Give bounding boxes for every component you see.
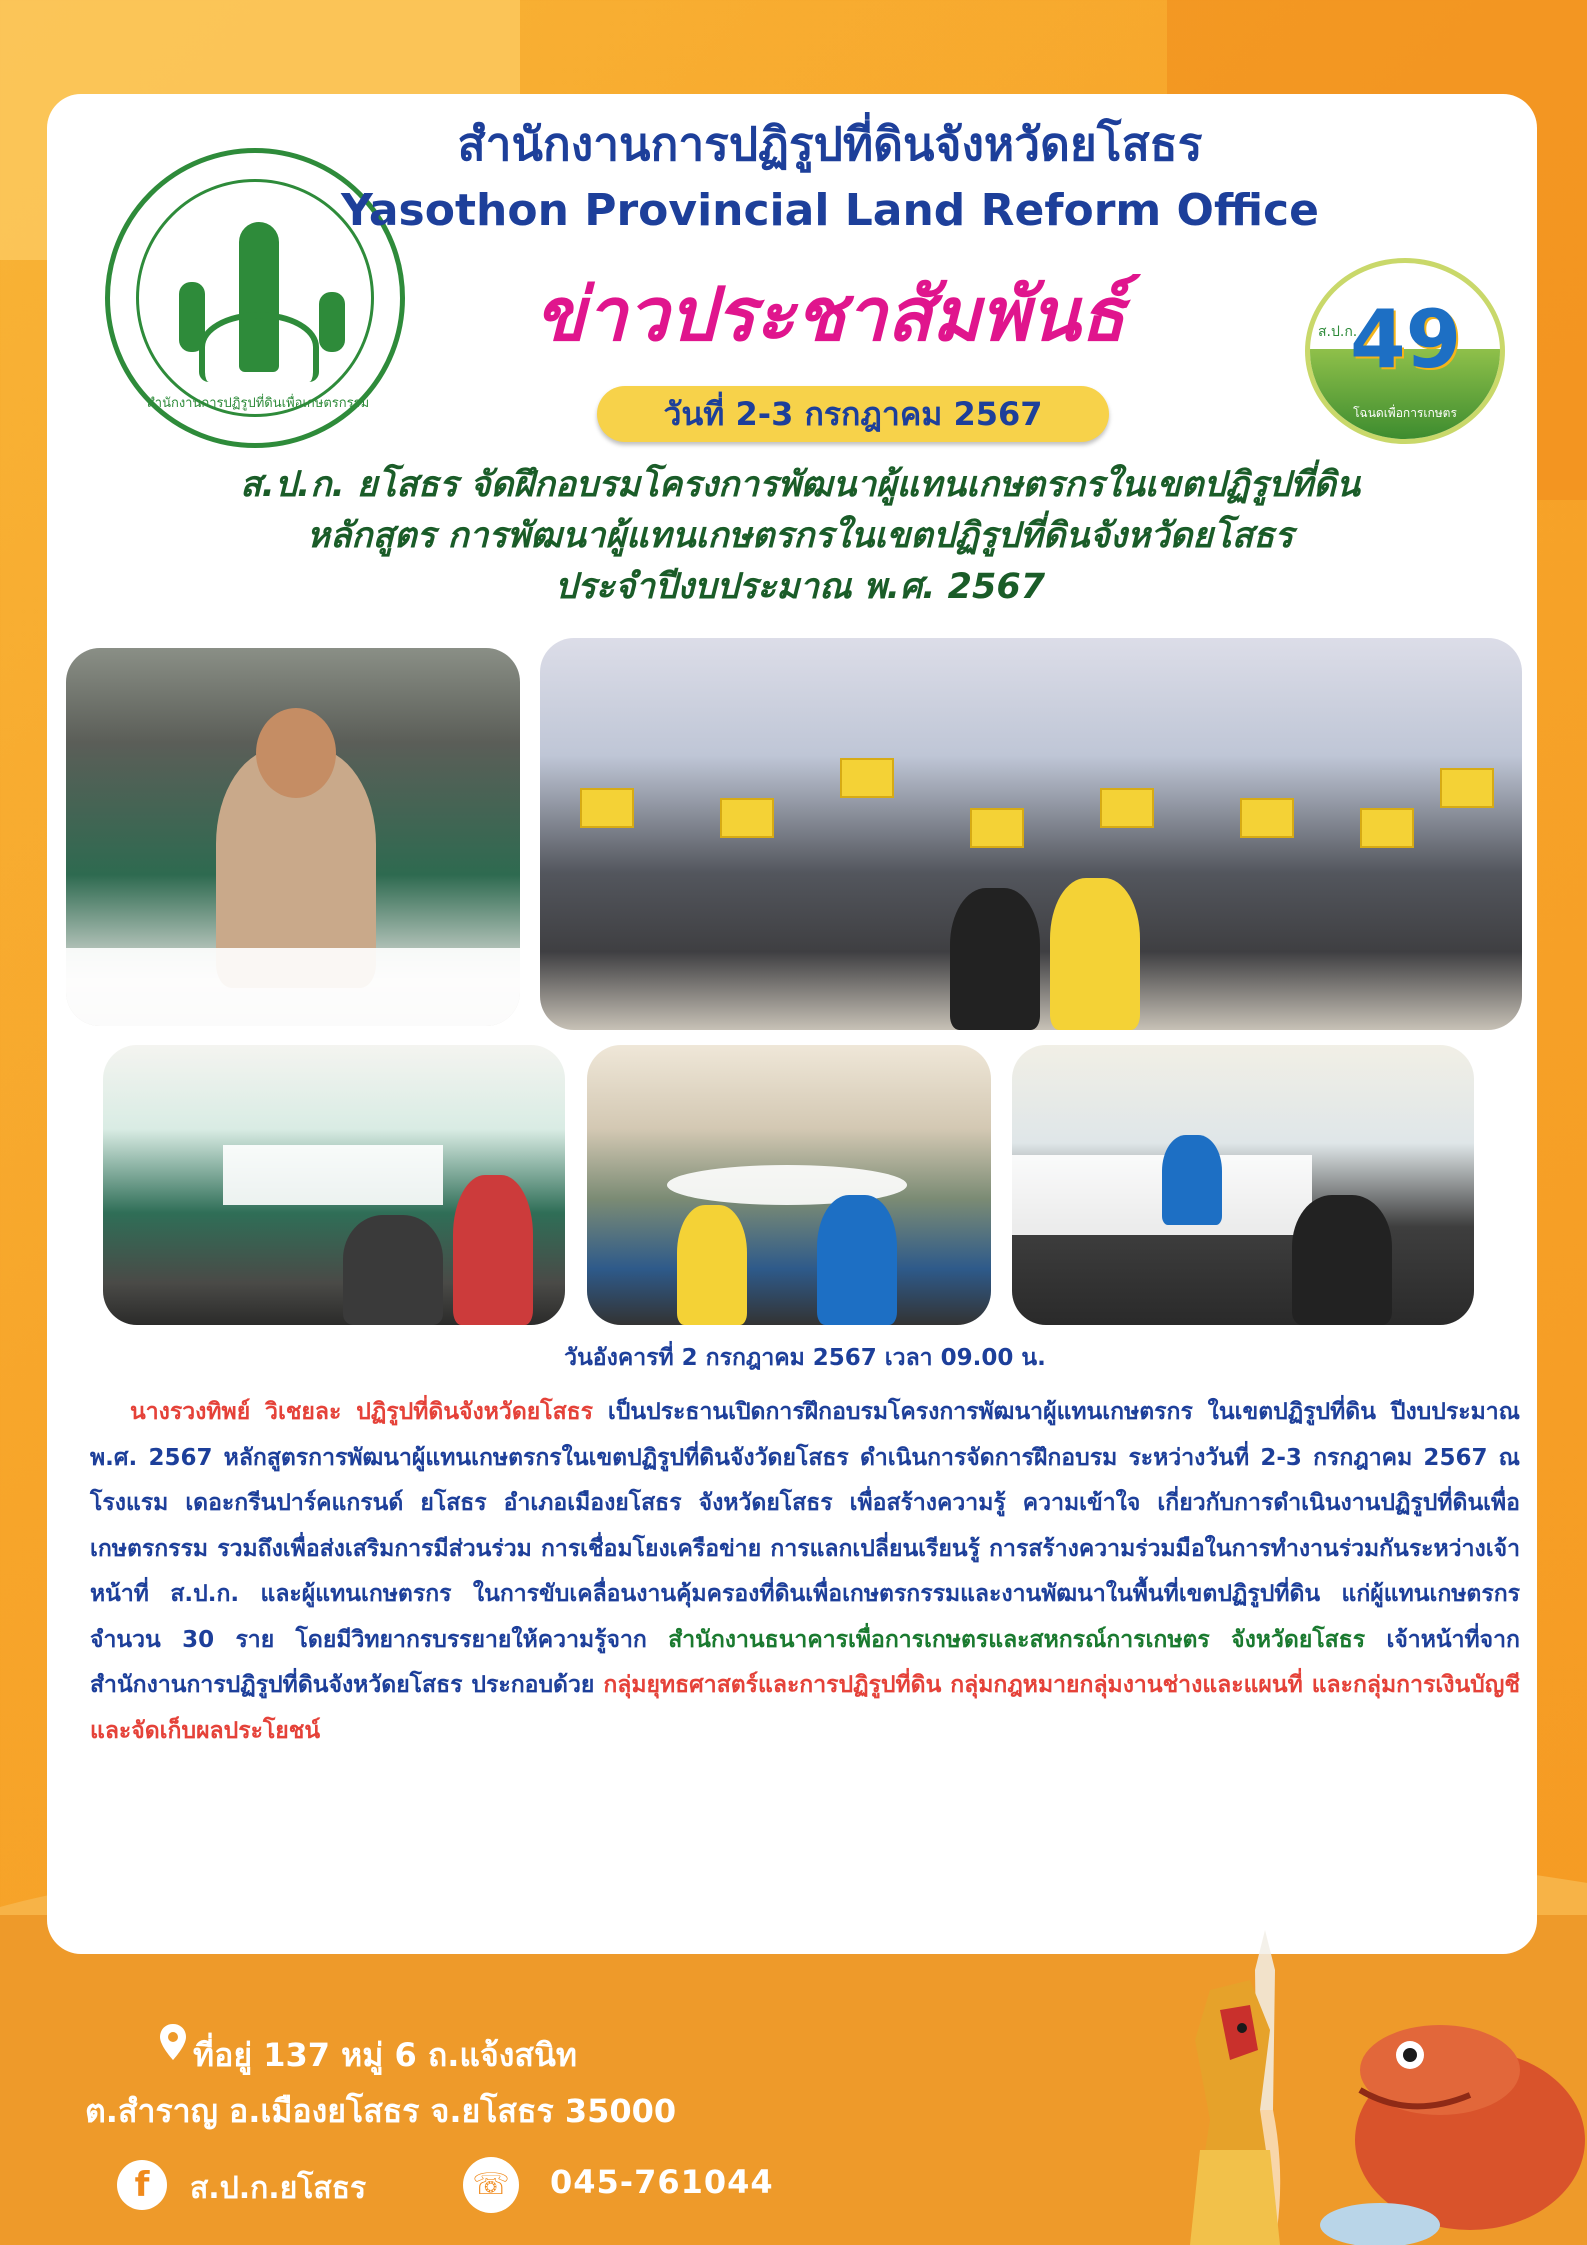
address-line-2: ต.สำราญ อ.เมืองยโสธร จ.ยโสธร 35000 (85, 2092, 677, 2130)
photo-table (223, 1145, 443, 1205)
photo-certificate (970, 808, 1024, 848)
office-title-thai: สำนักงานการปฏิรูปที่ดินจังหวัดยโสธร (457, 117, 1203, 171)
bank-name: สำนักงานธนาคารเพื่อการเกษตรและสหกรณ์การเกษตร จังหวัดยโสธร (668, 1626, 1366, 1653)
photo-certificate (1240, 798, 1294, 838)
photo-person (677, 1205, 747, 1325)
photo-person (950, 888, 1040, 1030)
photo-person (817, 1195, 897, 1325)
photo-certificate (1100, 788, 1154, 828)
photo-group-certificates (540, 638, 1522, 1030)
article-text-part-1: เป็นประธานเปิดการฝึกอบรมโครงการพัฒนาผู้แทนเกษตรกร ในเขตปฏิรูปที่ดิน ปีงบประมาณ พ.ศ. 2567 หลักสูตรการพัฒนาผู้แทนเกษตรกรในเขตปฏิรูปที่ดินจังวัดยโสธร ดำเนินการจัดการฝึกอบรม ระหว่างวันที่ 2-3 กรกฎาคม 2567 ณ โรงแรม เดอะกรีนปาร์คแกรนด์ ยโสธร อำเภอเมืองยโสธร จังหวัดยโสธร เพื่อสร้างความรู้ ความเข้าใจ เกี่ยวกับการดำเนินงานปฏิรูปที่ดินเพื่อเกษตรกรรม รวมถึงเพื่อส่งเสริมการมีส่วนร่วม การเชื่อมโยงเครือข่าย การแลกเปลี่ยนเรียนรู้ การสร้างความร่วมมือในการทำงานร่วมกันระหว่างเจ้าหน้าที่ ส.ป.ก. และผู้แทนเกษตรกร ในการขับเคลื่อนงานคุ้มครองที่ดินเพื่อเกษตรกรรมและงานพัฒนาในพื้นที่เขตปฏิรูปที่ดิน แก่ผู้แทนเกษตรกร จำนวน 30 ราย โดยมีวิทยากรบรรยายให้ความรู้จาก (90, 1399, 1521, 1653)
badge-bottom-label: โฉนดเพื่อการเกษตร (1353, 406, 1457, 420)
photo-certificate (1440, 768, 1494, 808)
photo-certificate (720, 798, 774, 838)
phone-number[interactable]: 045-761044 (550, 2163, 774, 2201)
office-groups: กลุ่มยุทธศาสตร์และการปฏิรูปที่ดิน กลุ่มกฎหมายกลุ่มงานช่างและแผนที่ และกลุ่มการเงินบัญชีและจัดเก็บผลประโยชน์ (90, 1672, 1520, 1744)
photo-person (1050, 878, 1140, 1030)
facebook-icon[interactable]: f (117, 2160, 167, 2210)
photo-certificate (580, 788, 634, 828)
date-badge: วันที่ 2-3 กรกฎาคม 2567 (597, 386, 1109, 442)
photo-person (1292, 1195, 1392, 1325)
photo-person (343, 1215, 443, 1325)
badge-number: 49 (1350, 293, 1462, 386)
photo-workshop-room (587, 1045, 991, 1325)
phone-icon[interactable]: ☏ (463, 2157, 519, 2213)
toad-statue-icon (1320, 2010, 1587, 2245)
article-text-part-2: เจ้าหน้าที่จากสำนักงานการปฏิรูปที่ดินจังหวัดยโสธร ประกอบด้วย (90, 1626, 1520, 1698)
photo-opening-ceremony (103, 1045, 565, 1325)
seal-naga-figure (199, 312, 319, 382)
photo-person (453, 1175, 533, 1325)
seal-text: สำนักงานการปฏิรูปที่ดินเพื่อเกษตรกรรม (146, 396, 370, 411)
photo-person-head (256, 708, 336, 798)
office-title-english: Yasothon Provincial Land Reform Office (341, 185, 1319, 236)
event-date-line: วันอังคารที่ 2 กรกฎาคม 2567 เวลา 09.00 น. (564, 1345, 1046, 1371)
article-paragraph (90, 1390, 1520, 1754)
chairperson-name: นางรวงทิพย์ วิเชยละ ปฏิรูปที่ดินจังหวัดยโสธร (130, 1399, 594, 1425)
headline-line-2: หลักสูตร การพัฒนาผู้แทนเกษตรกรในเขตปฏิรูปที่ดินจังหวัดยโสธร (306, 516, 1294, 556)
press-release-title: ข่าวประชาสัมพันธ์ (534, 272, 1126, 358)
address-line-1 (165, 2030, 577, 2081)
address-text-1: ที่อยู่ 137 หมู่ 6 ถ.แจ้งสนิท (193, 2036, 577, 2074)
photo-participants-seated (1012, 1045, 1474, 1325)
headline-line-3: ประจำปีงบประมาณ พ.ศ. 2567 (554, 567, 1046, 607)
photo-chairperson-speaking (66, 648, 520, 1026)
article-body (90, 1340, 1520, 1754)
photo-table (66, 948, 520, 1026)
headline-line-1: ส.ป.ก. ยโสธร จัดฝึกอบรมโครงการพัฒนาผู้แทนเกษตรกรในเขตปฏิรูปที่ดิน (240, 465, 1360, 505)
naga-statue-icon (1150, 1970, 1310, 2245)
facebook-page-name[interactable]: ส.ป.ก.ยโสธร (190, 2171, 367, 2206)
news-headline (100, 460, 1500, 613)
photo-certificate (840, 758, 894, 798)
seal-farmer-left (179, 282, 205, 352)
photo-certificate (1360, 808, 1414, 848)
anniversary-49-badge (1305, 258, 1505, 444)
badge-small-label: ส.ป.ก. (1318, 324, 1358, 340)
photo-person (1162, 1135, 1222, 1225)
